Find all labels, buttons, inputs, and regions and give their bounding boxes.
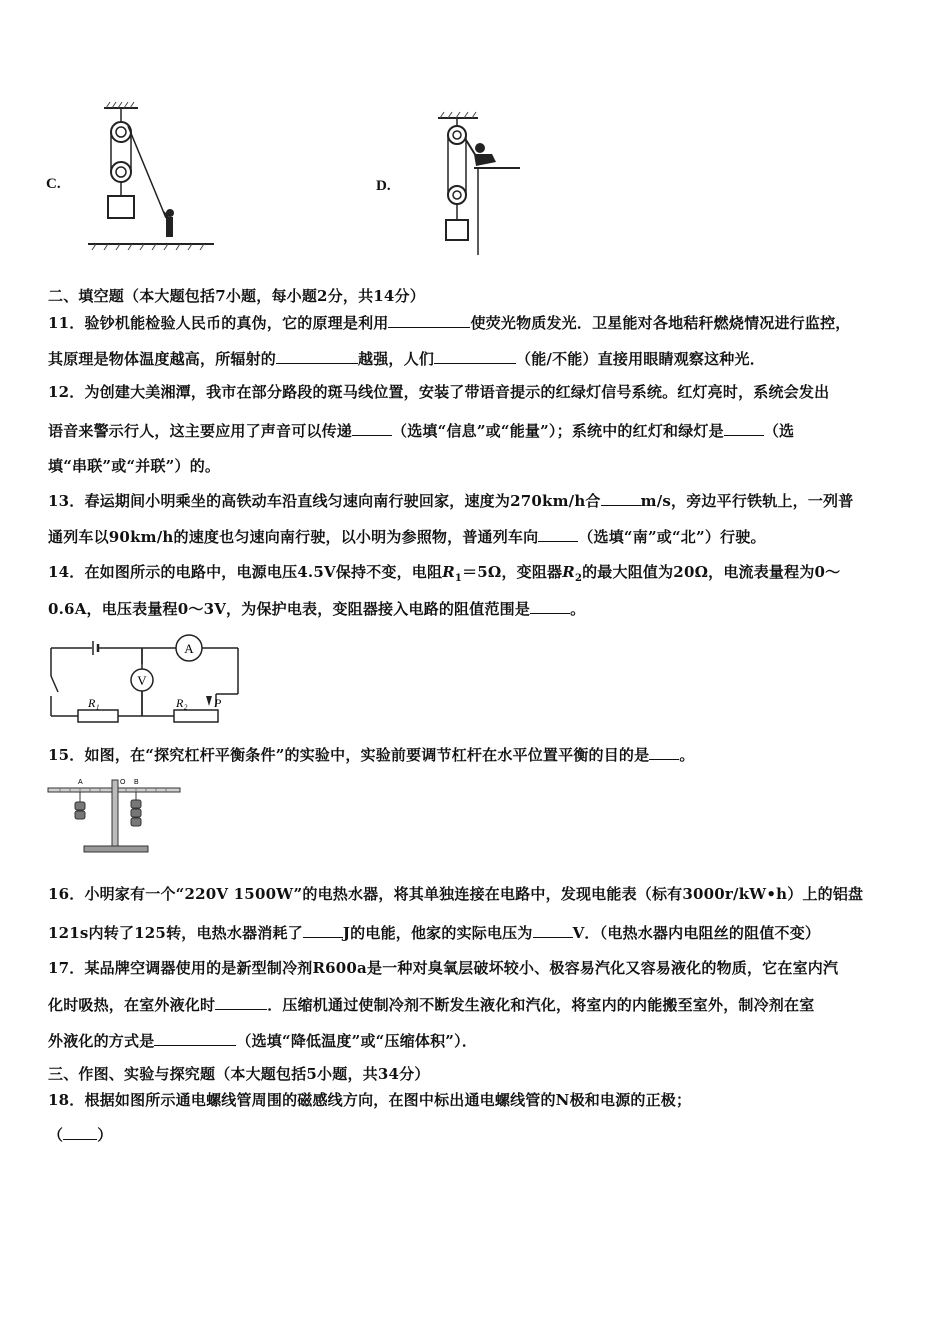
q11-blank-1[interactable] <box>388 312 470 328</box>
q12-line1: 12．为创建大美湘潭，我市在部分路段的斑马线位置，安装了带语音提示的红绿灯信号系统。红灯亮时，系统会发出 <box>48 383 830 401</box>
r2-subscript: 2 <box>574 573 583 584</box>
r1-label: R₁ <box>88 696 100 710</box>
q13-blank-2[interactable] <box>538 526 578 542</box>
q13-text: m/s，旁边平行铁轨上，一列普 <box>640 492 854 510</box>
q18-line1: 18．根据如图所示通电螺线管周围的磁感线方向，在图中标出通电螺线管的N极和电源的正极； <box>48 1091 692 1109</box>
q16-blank-1[interactable] <box>303 922 343 938</box>
q16-text: 121s内转了125转，电热水器消耗了 <box>48 924 303 942</box>
circuit-diagram <box>46 634 246 726</box>
q18-line2 <box>48 1124 112 1145</box>
q12-text: （选填“信息”或“能量”）；系统中的红灯和绿灯是 <box>392 422 724 440</box>
q17-line3 <box>48 1030 477 1051</box>
q17-text: （选填“降低温度”或“压缩体积”）． <box>236 1032 478 1050</box>
q17-blank-1[interactable] <box>215 994 267 1010</box>
q16-text: J的电能，他家的实际电压为 <box>342 924 533 942</box>
section-fill-heading: 二、填空题（本大题包括7小题，每小题2分，共14分） <box>48 287 425 305</box>
lever-point-a: A <box>78 779 83 786</box>
q11-line2 <box>48 348 765 369</box>
q17-text: ．压缩机通过使制冷剂不断发生液化和汽化，将室内的内能搬至室外，制冷剂在室 <box>267 996 815 1014</box>
r1-symbol: R <box>442 563 455 581</box>
q12-blank-1[interactable] <box>352 420 392 436</box>
q17-text: 化时吸热，在室外液化时 <box>48 996 216 1014</box>
q14-text: 14．在如图所示的电路中，电源电压4.5V保持不变，电阻 <box>48 563 443 581</box>
r2-symbol: R <box>562 563 575 581</box>
q17-blank-2[interactable] <box>154 1030 236 1046</box>
q14-text: 。 <box>570 600 586 618</box>
q15-text: 。 <box>679 746 695 764</box>
q12-text: 语音来警示行人，这主要应用了声音可以传递 <box>48 422 353 440</box>
q18-text: （ <box>48 1126 64 1144</box>
lever-point-o: O <box>120 779 126 786</box>
q13-blank-1[interactable] <box>601 490 641 506</box>
section-experiment-heading: 三、作图、实验与探究题（本大题包括5小题，共34分） <box>48 1065 430 1083</box>
q11-blank-2[interactable] <box>276 348 358 364</box>
q13-text: 通列车以90km/h的速度也匀速向南行驶，以小明为参照物，普通列车向 <box>48 528 539 546</box>
q17-text: 外液化的方式是 <box>48 1032 155 1050</box>
q18-blank[interactable] <box>63 1124 97 1140</box>
q15-text: 15．如图，在“探究杠杆平衡条件”的实验中，实验前要调节杠杆在水平位置平衡的目的是 <box>48 746 650 764</box>
q16-text: V．（电热水器内电阻丝的阻值不变） <box>572 924 821 942</box>
q17-line1: 17．某品牌空调器使用的是新型制冷剂R600a是一种对臭氧层破坏较小、极容易汽化又容易液化的物质，它在室内汽 <box>48 959 839 977</box>
q11-text: 越强，人们 <box>358 350 435 368</box>
slider-label: P <box>214 696 222 710</box>
lever-diagram <box>46 776 184 854</box>
q12-text: （选 <box>763 422 795 440</box>
q12-line2 <box>48 420 794 441</box>
voltmeter-label: V <box>137 673 147 688</box>
option-d-label: D. <box>376 178 391 194</box>
q16-line1: 16．小明家有一个“220V 1500W”的电热水器，将其单独连接在电路中，发现电能表（标有3000r/kW•h）上的铝盘 <box>48 885 864 903</box>
q11-text: 使荧光物质发光．卫星能对各地秸秆燃烧情况进行监控， <box>470 314 851 332</box>
r2-label: R₂ <box>176 696 188 710</box>
pulley-figure-d <box>430 110 530 255</box>
r1-subscript: 1 <box>454 573 463 584</box>
ammeter-label: A <box>184 641 194 656</box>
q13-text: 13．春运期间小明乘坐的高铁动车沿直线匀速向南行驶回家，速度为270km/h合 <box>48 492 601 510</box>
q11-line1 <box>48 312 851 333</box>
q14-text: ＝5Ω，变阻器 <box>462 563 563 581</box>
pulley-figure-c <box>80 100 220 255</box>
q17-line2 <box>48 994 814 1015</box>
q12-line3: 填“串联”或“并联”）的。 <box>48 457 221 475</box>
option-c-label: C. <box>46 176 61 192</box>
q18-text: ） <box>97 1126 113 1144</box>
q12-blank-2[interactable] <box>724 420 764 436</box>
q15-line1 <box>48 744 695 765</box>
q14-line1 <box>48 562 840 589</box>
q11-text: 其原理是物体温度越高，所辐射的 <box>48 350 277 368</box>
q11-blank-3[interactable] <box>434 348 516 364</box>
q13-line2 <box>48 526 766 547</box>
q14-text: 的最大阻值为20Ω，电流表量程为0～ <box>582 563 841 581</box>
q11-text: 11．验钞机能检验人民币的真伪，它的原理是利用 <box>48 314 389 332</box>
q16-line2 <box>48 922 820 943</box>
q15-blank[interactable] <box>649 744 679 760</box>
q14-line2 <box>48 598 585 619</box>
q11-text: （能/不能）直接用眼睛观察这种光． <box>516 350 765 368</box>
q13-line1 <box>48 490 853 511</box>
q14-blank[interactable] <box>530 598 570 614</box>
q14-text: 0.6A，电压表量程0～3V，为保护电表，变阻器接入电路的阻值范围是 <box>48 600 531 618</box>
q16-blank-2[interactable] <box>533 922 573 938</box>
lever-point-b: B <box>134 779 139 786</box>
q13-text: （选填“南”或“北”）行驶。 <box>578 528 766 546</box>
